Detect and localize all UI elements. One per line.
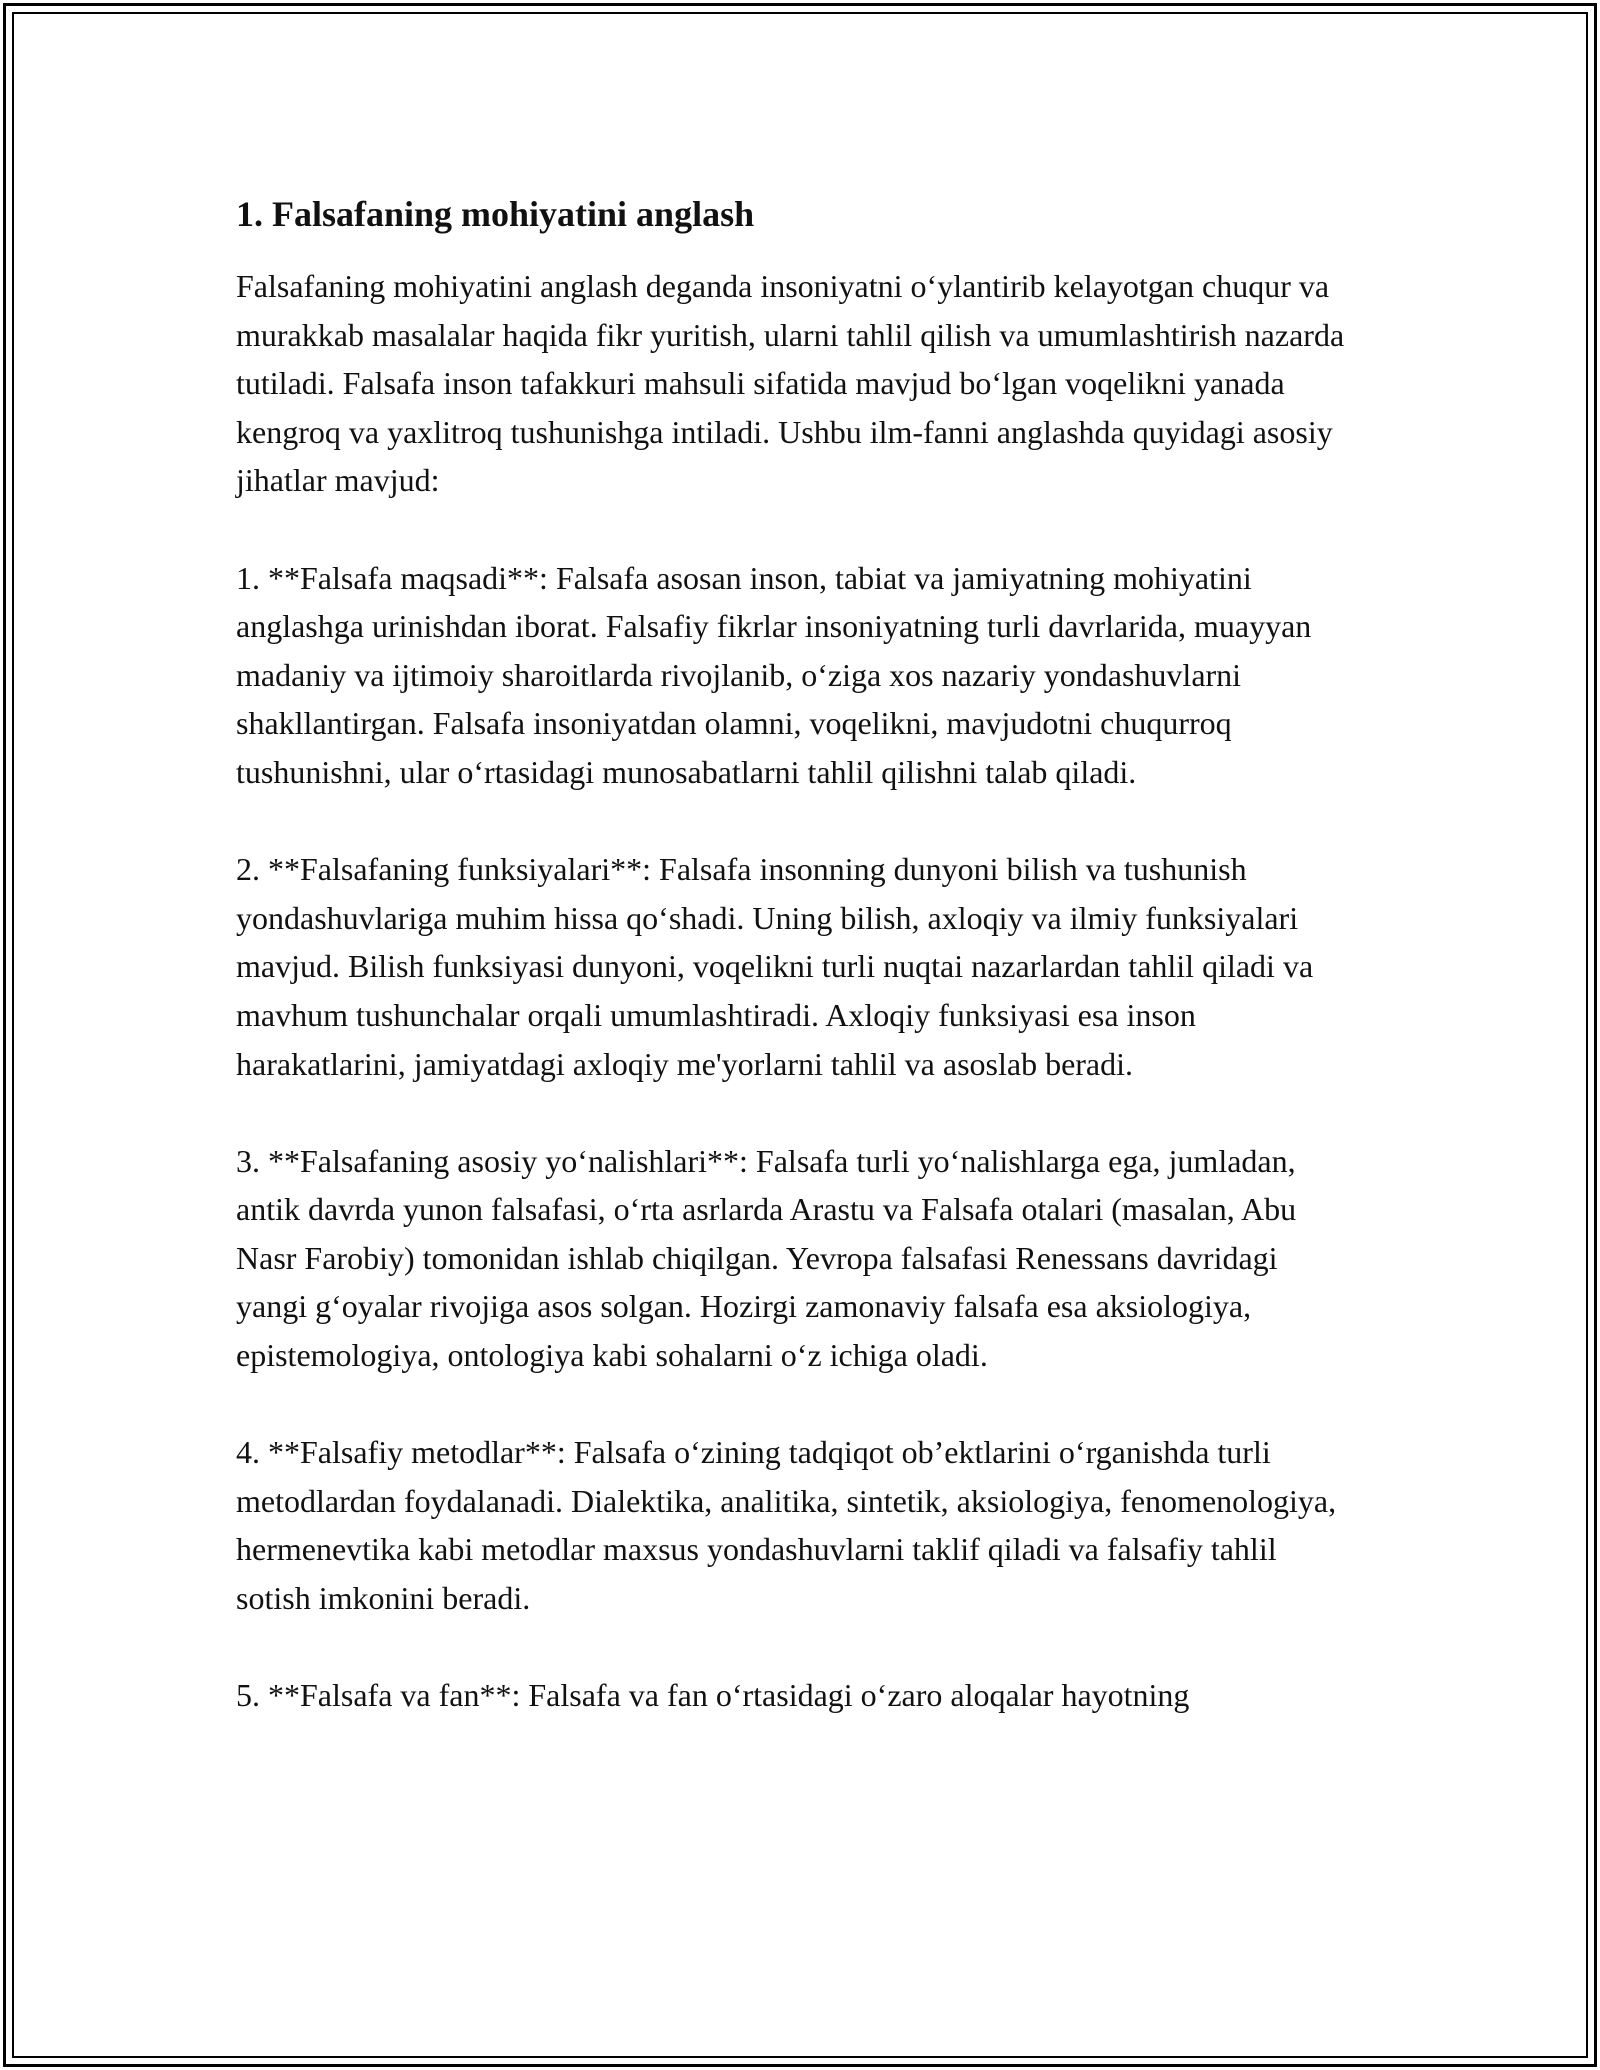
list-item-functions: 2. **Falsafaning funksiyalari**: Falsafa insonning dunyoni bilish va tushunish yondashuvlariga muhim hissa qo‘shadi. Uning bilish, axloqiy va ilmiy funksiyalari mavjud. Bilish funksiyasi dunyoni, voqelikni turli nuqtai nazarlardan tahlil qiladi va mavhum tushunchalar orqali umumlashtiradi. Axloqiy funksiyasi esa inson harakatlarini, jamiyatdagi axloqiy me'yorlarni tahlil va asoslab beradi. [236,851,1314,1082]
list-item-methods: 4. **Falsafiy metodlar**: Falsafa o‘zining tadqiqot ob’ektlarini o‘rganishda turli metodlardan foydalanadi. Dialektika, analitika, sintetik, aksiologiya, fenomenologiya, hermenevtika kabi metodlar maxsus yondashuvlarni taklif qiladi va falsafiy tahlil sotish imkonini beradi. [236,1434,1337,1617]
list-item-science: 5. **Falsafa va fan**: Falsafa va fan o‘rtasidagi o‘zaro aloqalar hayotning [236,1677,1190,1714]
intro-paragraph: Falsafaning mohiyatini anglash deganda insoniyatni o‘ylantirib kelayotgan chuqur va murakkab masalalar haqida fikr yuritish, ularni tahlil qilish va umumlashtirish nazarda tutiladi. Falsafa inson tafakkuri mahsuli sifatida mavjud bo‘lgan voqelikni yanada kengroq va yaxlitroq tushunishga intiladi. Ushbu ilm-fanni anglashda quyidagi asosiy jihatlar mavjud: [236,268,1345,499]
list-item-purpose: 1. **Falsafa maqsadi**: Falsafa asosan inson, tabiat va jamiyatning mohiyatini anglashga urinishdan iborat. Falsafiy fikrlar insoniyatning turli davrlarida, muayyan madaniy va ijtimoiy sharoitlarda rivojlanib, o‘ziga xos nazariy yondashuvlarni shakllantirgan. Falsafa insoniyatdan olamni, voqelikni, mavjudotni chuqurroq tushunishni, ular o‘rtasidagi munosabatlarni tahlil qilishni talab qiladi. [236,559,1312,790]
document-body [236,188,1356,1768]
section-heading: 1. Falsafaning mohiyatini anglash [236,194,755,234]
list-item-directions: 3. **Falsafaning asosiy yo‘nalishlari**: Falsafa turli yo‘nalishlarga ega, jumladan, antik davrda yunon falsafasi, o‘rta asrlarda Arastu va Falsafa otalari (masalan, Abu Nasr Farobiy) tomonidan ishlab chiqilgan. Yevropa falsafasi Renessans davridagi yangi g‘oyalar rivojiga asos solgan. Hozirgi zamonaviy falsafa esa aksiologiya, epistemologiya, ontologiya kabi sohalarni o‘z ichiga oladi. [236,1142,1297,1374]
